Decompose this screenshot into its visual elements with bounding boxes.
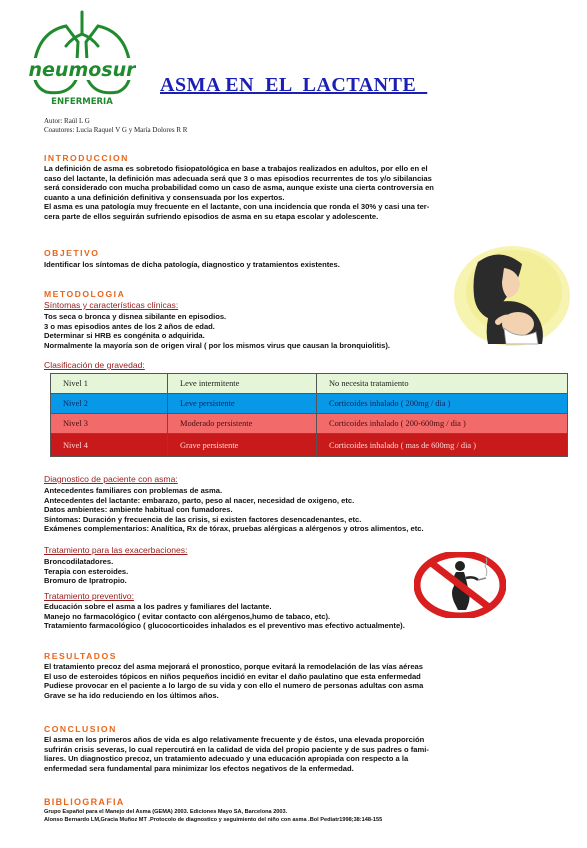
text-line: Identificar los síntomas de dicha patología, diagnostico y tratamientos existentes. [44,260,340,269]
list-item: Educación sobre el asma a los padres y familiares del lactante. [44,602,272,611]
text-line: La definición de asma es sobretodo fisiopatológica en base a trabajos realizados en adultos, por ello en el [44,164,428,173]
list-item: Antecedentes familiares con problemas de asma. [44,486,223,495]
authors-block [44,117,187,135]
table-row [51,394,568,414]
conclusion-heading: CONCLUSION [44,724,117,734]
table-row [51,414,568,434]
list-item: Antecedentes del lactante: embarazo, parto, peso al nacer, necesidad de oxigeno, etc. [44,495,355,505]
diagnostico-heading: Diagnostico de paciente con asma: [44,474,178,484]
preventivo-list [44,602,544,631]
nivel-cell: Nivel 2 [51,394,168,414]
list-item: Exámenes complementarios: Analítica, Rx de tórax, pruebas alérgicas a alérgenos y otros alimentos, etc. [44,524,424,534]
nivel-cell: Nivel 1 [51,374,168,394]
introduccion-text [44,164,544,222]
text-line: Pudiese provocar en el paciente a lo largo de su vida y con ello el numero de personas adultas con asma [44,681,424,691]
list-item: Tratamiento farmacológico ( glucocorticoides inhalados es el preventivo mas efectivo actualmente). [44,621,405,631]
table-row [51,434,568,457]
reference-line: Alonso Bernardo LM,Gracia Muñoz MT .Protocolo de diagnostico y seguimiento del niño con asma .Bol Pediatr1998;38:148-155 [44,817,383,823]
logo-text: neumosur [28,59,136,81]
list-item: Bromuro de Ipratropio. [44,576,127,586]
tratamiento-cell: Corticoides inhalado ( 200-600mg / dia ) [317,414,568,434]
diagnostico-list [44,486,544,534]
clasificacion-heading: Clasificación de gravedad: [44,360,145,370]
exacerbaciones-heading: Tratamiento para las exacerbaciones: [44,545,188,555]
grado-cell: Grave persistente [168,434,317,457]
text-line: El tratamiento precoz del asma mejorará el pronostico, porque evitará la remodelación de las vías aéreas [44,662,423,671]
conclusion-text [44,735,544,773]
text-line: cera parte de ellos seguirán sufriendo episodios de asma en su etapa escolar y adolescente. [44,211,379,221]
sintomas-heading: Síntomas y características clínicas: [44,300,179,310]
list-item: Broncodilatadores. [44,557,114,566]
grado-cell: Leve intermitente [168,374,317,394]
nivel-cell: Nivel 4 [51,434,168,457]
text-line: El asma en los primeros años de vida es algo relativamente frecuente y de éstos, una elevada proporción [44,735,425,744]
neumosur-logo [28,8,136,108]
bibliografia-text [44,808,382,824]
tratamiento-cell: Corticoides inhalado ( mas de 600mg / dia ) [317,434,568,457]
list-item: Datos ambientes: ambiente habitual con fumadores. [44,505,233,515]
preventivo-heading: Tratamiento preventivo: [44,591,134,601]
resultados-heading: RESULTADOS [44,651,117,661]
resultados-text [44,662,544,700]
text-line: será considerado con mucha probabilidad como un caso de asma, aunque existe una cierta controversia en [44,183,434,193]
author-line: Autor: Raúl L G [44,117,90,125]
list-item: Tos seca o bronca y disnea sibilante en episodios. [44,312,227,321]
text-line: enfermedad sera fundamental para minimizar los efectos negativos de la enfermedad. [44,763,354,773]
introduccion-heading: INTRODUCCION [44,153,129,163]
list-item: Terapia con esteroides. [44,566,129,576]
text-line: caso del lactante, la definición mas adecuada será que 3 o mas episodios recurrentes de tos y/o sibilancias [44,173,432,183]
severity-table [50,373,568,457]
text-line: El uso de esteroides tópicos en niños pequeños incidió en evitar el daño paulatino que esta enfermedad [44,671,421,681]
tratamiento-cell: Corticoides inhalado ( 200mg / dia ) [317,394,568,414]
bibliografia-heading: BIBLIOGRAFIA [44,797,125,807]
reference-line: Grupo Español para el Manejo del Asma (GEMA) 2003. Ediciones Mayo SA, Barcelona 2003. [44,809,288,815]
objetivo-heading: OBJETIVO [44,248,100,258]
text-line: El asma es una patología muy frecuente en el lactante, con una incidencia que ronda el 30% y casi una ter- [44,202,430,212]
grado-cell: Moderado persistente [168,414,317,434]
list-item: 3 o mas episodios antes de los 2 años de edad. [44,321,215,331]
sintomas-list [44,312,544,350]
nivel-cell: Nivel 3 [51,414,168,434]
list-item: Síntomas: Duración y frecuencia de las crisis, si existen factores desencadenantes, etc. [44,514,362,524]
grado-cell: Leve persistente [168,394,317,414]
table-row [51,374,568,394]
poster-title: ASMA EN EL LACTANTE [160,74,428,96]
tratamiento-cell: No necesita tratamiento [317,374,568,394]
logo-subtext: ENFERMERIA [51,97,113,107]
list-item: Normalmente la mayoría son de origen viral ( por los mismos virus que causan la bronquiolitis). [44,340,391,350]
coauthors-line: Coautores: Lucia Raquel V G y María Dolores R R [44,126,188,134]
text-line: liares. Un diagnostico precoz, un tratamiento adecuado y una educación apropiada con respecto a la [44,754,409,764]
metodologia-heading: METODOLOGIA [44,289,126,299]
text-line: sufrirán crisis severas, lo cual repercutirá en la calidad de vida del propio paciente y de sus padres o fami- [44,744,429,754]
list-item: Manejo no farmacológico ( evitar contacto con alérgenos,humo de tabaco, etc). [44,611,331,621]
text-line: cuanto a una definición definitiva y consensuada por los expertos. [44,192,285,202]
text-line: Grave se ha ido reduciendo en los últimos años. [44,690,219,700]
list-item: Determinar si HRB es congénita o adquirida. [44,331,205,341]
